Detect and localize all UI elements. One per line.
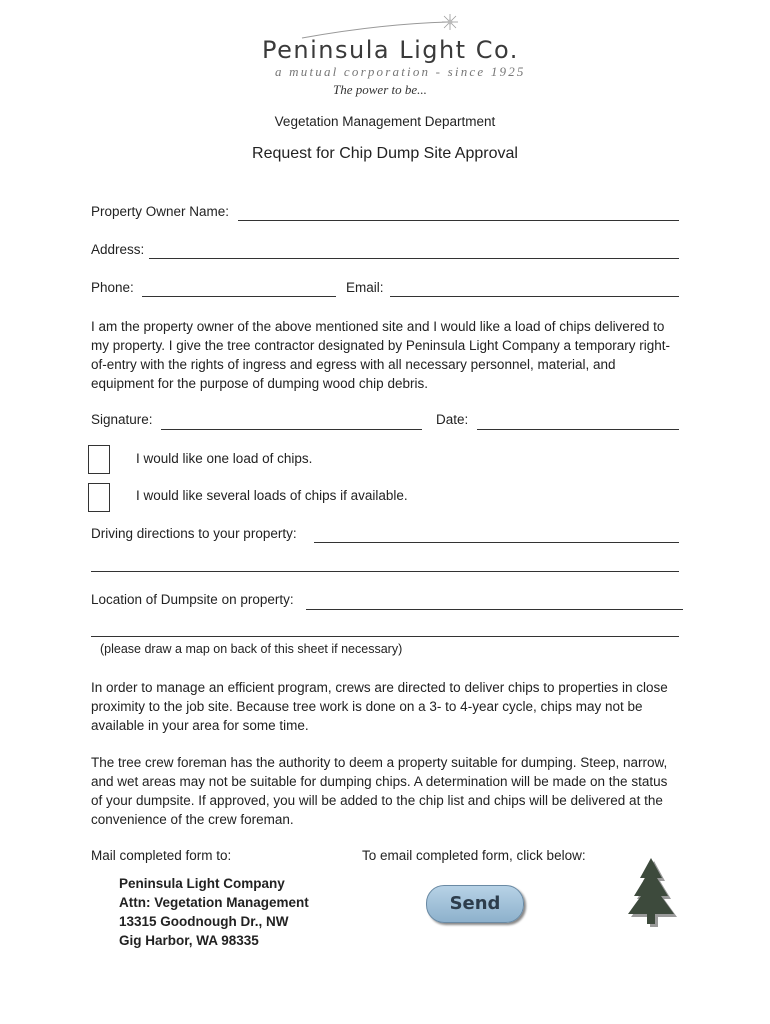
email-form-label: To email completed form, click below: bbox=[362, 848, 586, 863]
directions-field[interactable] bbox=[314, 542, 679, 543]
address-line-4: Gig Harbor, WA 98335 bbox=[119, 933, 259, 948]
info-paragraph-1: In order to manage an efficient program, crews are directed to deliver chips to properties in close proximity to the job site. Because tree work is done on a 3- to 4-year cycle, chips may not be available in your area for some time. bbox=[91, 680, 668, 733]
address-label: Address: bbox=[91, 242, 145, 257]
info-paragraph-2: The tree crew foreman has the authority to deem a property suitable for dumping. Steep, narrow, and wet areas may not be suitable for dumping chips. A determination will be made on the status of your dumpsite. If approved, you will be added to the chip list and chips will be delivered at the convenience of the crew foreman. bbox=[91, 755, 668, 827]
date-label: Date: bbox=[436, 412, 469, 427]
owner-name-field[interactable] bbox=[238, 220, 679, 221]
directions-label: Driving directions to your property: bbox=[91, 526, 297, 541]
mailing-address bbox=[119, 874, 309, 950]
one-load-checkbox[interactable] bbox=[88, 445, 110, 474]
phone-field[interactable] bbox=[142, 296, 336, 297]
several-loads-label: I would like several loads of chips if available. bbox=[136, 488, 408, 503]
address-line-2: Attn: Vegetation Management bbox=[119, 895, 309, 910]
directions-field-line-2[interactable] bbox=[91, 571, 679, 572]
address-line-1: Peninsula Light Company bbox=[119, 876, 285, 891]
dumpsite-label: Location of Dumpsite on property: bbox=[91, 592, 294, 607]
company-tagline: The power to be... bbox=[333, 82, 427, 97]
mail-label: Mail completed form to: bbox=[91, 848, 232, 863]
company-logo-subtitle: a mutual corporation - since 1925 bbox=[275, 64, 526, 79]
one-load-label: I would like one load of chips. bbox=[136, 451, 313, 466]
form-title: Request for Chip Dump Site Approval bbox=[252, 145, 518, 162]
department-name: Vegetation Management Department bbox=[274, 114, 496, 129]
send-button[interactable]: Send bbox=[426, 885, 524, 923]
dumpsite-field[interactable] bbox=[306, 609, 683, 610]
consent-paragraph: I am the property owner of the above mentioned site and I would like a load of chips delivered to my property. I give the tree contractor designated by Peninsula Light Company a temporary right-of-entry with the rights of ingress and egress with all necessary personnel, material, and equipment for the purpose of dumping wood chip debris. bbox=[91, 319, 671, 391]
signature-label: Signature: bbox=[91, 412, 153, 427]
map-note: (please draw a map on back of this sheet if necessary) bbox=[100, 642, 403, 656]
tree-icon bbox=[624, 856, 686, 930]
email-label: Email: bbox=[346, 280, 384, 295]
date-field[interactable] bbox=[477, 429, 679, 430]
address-field[interactable] bbox=[149, 258, 679, 259]
address-line-3: 13315 Goodnough Dr., NW bbox=[119, 914, 289, 929]
signature-field[interactable] bbox=[161, 429, 422, 430]
email-field[interactable] bbox=[390, 296, 679, 297]
phone-label: Phone: bbox=[91, 280, 134, 295]
dumpsite-field-line-2[interactable] bbox=[91, 636, 679, 637]
owner-name-label: Property Owner Name: bbox=[91, 204, 230, 219]
company-logo-name: Peninsula Light Co. bbox=[262, 36, 519, 64]
several-loads-checkbox[interactable] bbox=[88, 483, 110, 512]
